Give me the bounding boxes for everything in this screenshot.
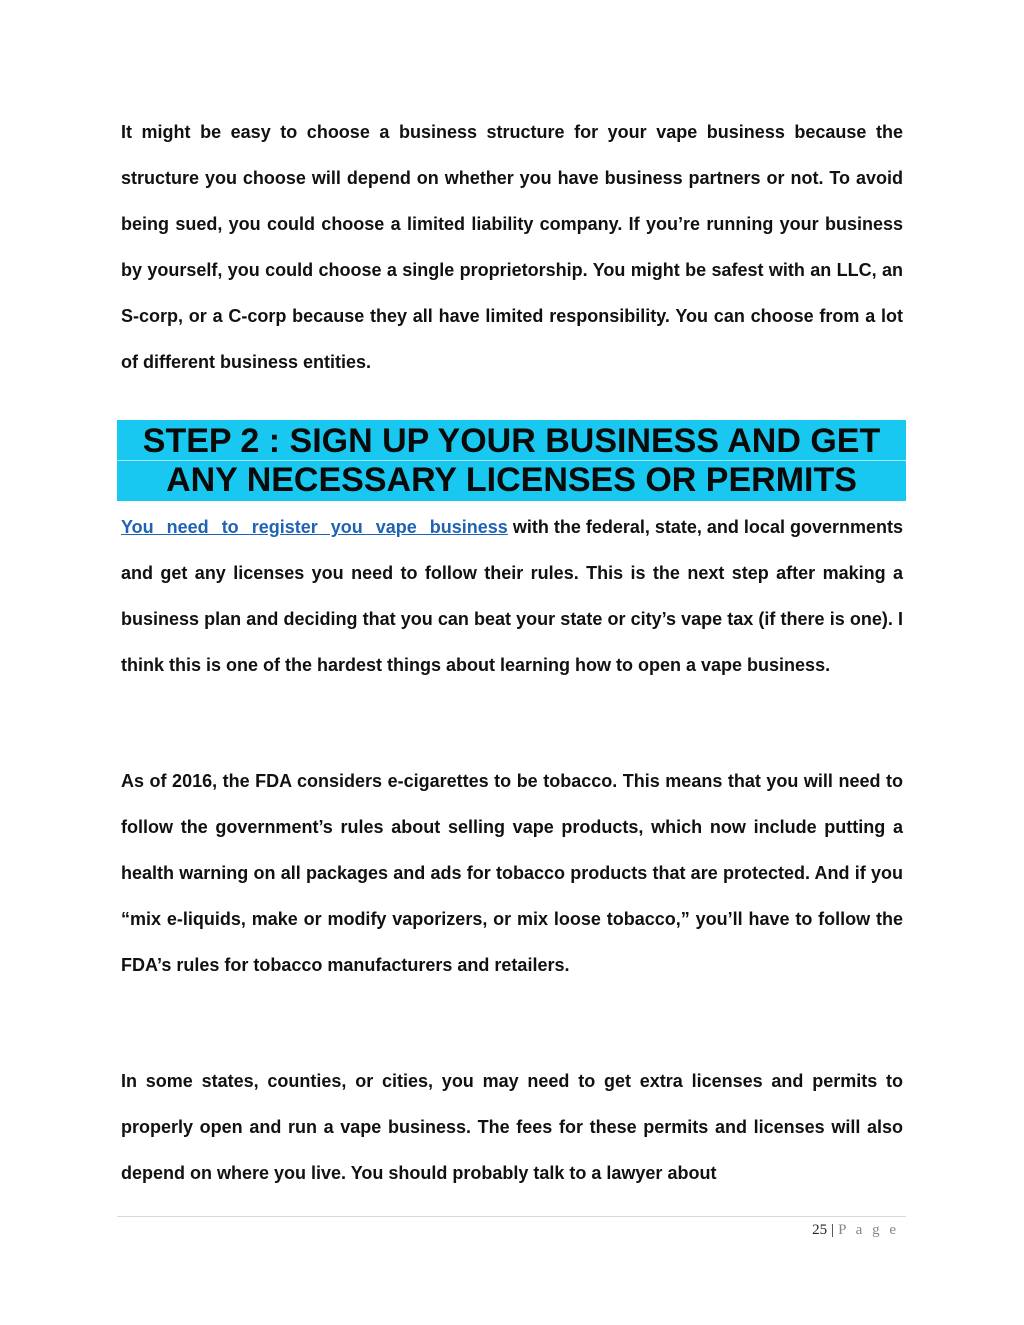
footer-separator: | — [831, 1222, 835, 1238]
paragraph-business-structure: It might be easy to choose a business structure for your vape business because the structure you choose will depend on whether you have business partners or not. To avoid being sued, you could choose a limited liability company. If you’re running your business by yourself, you could choose a single proprietorship. You might be safest with an LLC, an S-corp, or a C-corp because they all have limited responsibility. You can choose from a lot of different business entities. — [121, 122, 903, 372]
page-label: P a g e — [838, 1222, 899, 1238]
paragraph-register-business — [121, 504, 903, 688]
heading-line-2: ANY NECESSARY LICENSES OR PERMITS — [166, 461, 857, 499]
footer-divider — [117, 1216, 906, 1217]
section-heading-step-2 — [117, 420, 906, 501]
paragraph-fda-rules: As of 2016, the FDA considers e-cigarettes to be tobacco. This means that you will need to follow the government’s rules about selling vape products, which now include putting a health warning on all packages and ads for tobacco products that are protected. And if you “mix e-liquids, make or modify vaporizers, or mix loose tobacco,” you’ll have to follow the FDA’s rules for tobacco manufacturers and retailers. — [121, 771, 903, 975]
paragraph-extra-licenses: In some states, counties, or cities, you may need to get extra licenses and permits to properly open and run a vape business. The fees for these permits and licenses will also depend on where you live. You should probably talk to a lawyer about — [121, 1071, 903, 1183]
paragraph-register-business-text: with the federal, state, and local governments and get any licenses you need to follow their rules. This is the next step after making a business plan and deciding that you can beat your state or city’s vape tax (if there is one). I think this is one of the hardest things about learning how to open a vape business. — [121, 517, 903, 675]
register-business-link[interactable]: You need to register you vape business — [121, 517, 508, 537]
page-footer — [812, 1222, 899, 1239]
heading-line-1: STEP 2 : SIGN UP YOUR BUSINESS AND GET — [142, 422, 881, 460]
page-number: 25 — [812, 1222, 828, 1238]
